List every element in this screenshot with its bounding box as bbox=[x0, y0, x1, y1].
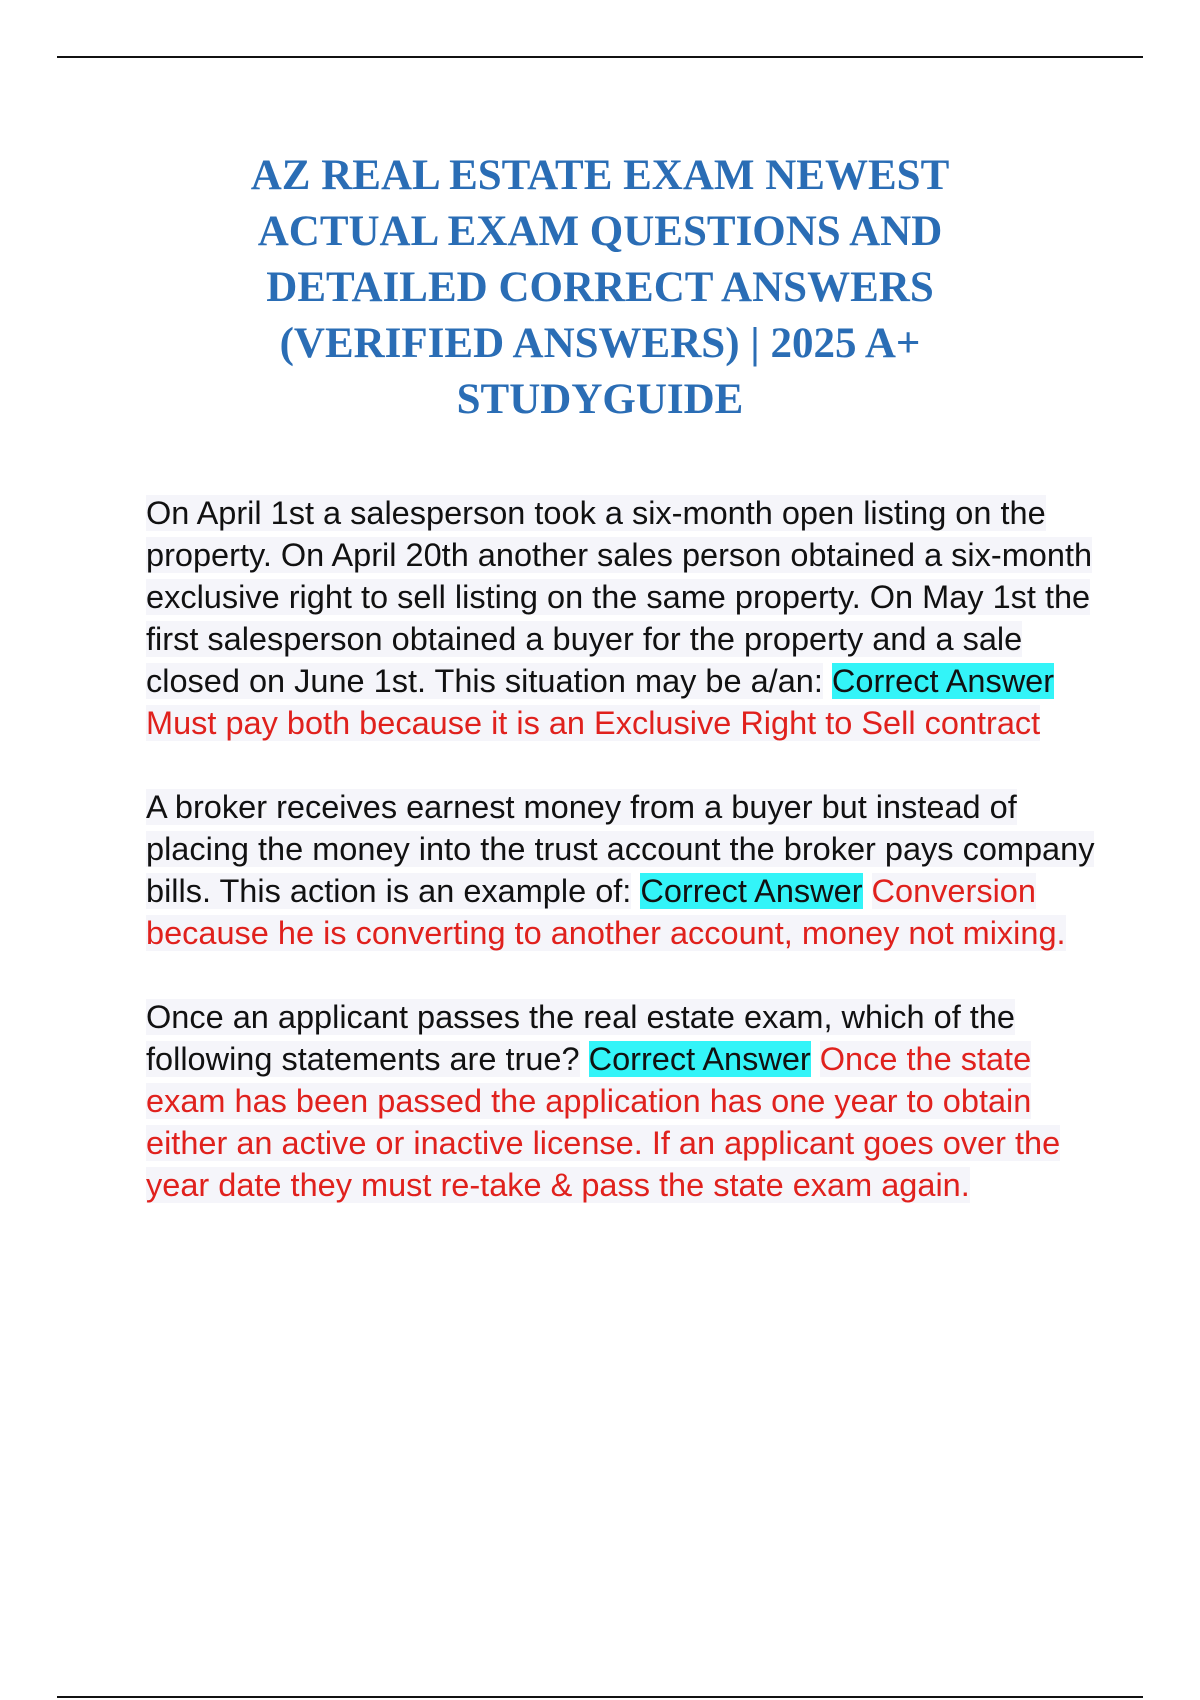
qa-item-2 bbox=[146, 786, 1096, 954]
document-title: AZ REAL ESTATE EXAM NEWEST ACTUAL EXAM QUESTIONS AND DETAILED CORRECT ANSWERS (VERIFIED ANSWERS) | 2025 A+ STUDYGUIDE bbox=[250, 152, 950, 423]
correct-answer-label-1: Correct Answer bbox=[831, 663, 1055, 699]
correct-answer-label-3: Correct Answer bbox=[588, 1041, 811, 1077]
answer-3: Once the state exam has been passed the application has one year to obtain either an active or inactive license. If an applicant goes over the year date they must re-take & pass the state exam again. bbox=[146, 1041, 1061, 1203]
qa-item-1 bbox=[146, 492, 1096, 744]
qa-list bbox=[146, 492, 1096, 1248]
question-3: Once an applicant passes the real estate exam, which of the following statements are true? bbox=[146, 999, 1015, 1077]
answer-1: Must pay both because it is an Exclusive Right to Sell contract bbox=[146, 705, 1041, 741]
top-divider bbox=[57, 56, 1143, 58]
question-1: On April 1st a salesperson took a six-month open listing on the property. On April 20th another sales person obtained a six-month exclusive right to sell listing on the same property. On May 1st the first salesperson obtained a buyer for the property and a sale closed on June 1st. This situation may be a/an: bbox=[146, 495, 1093, 699]
correct-answer-label-2: Correct Answer bbox=[640, 873, 863, 909]
qa-item-3 bbox=[146, 996, 1096, 1206]
answer-2: Conversion because he is converting to another account, money not mixing. bbox=[146, 873, 1066, 951]
question-2: A broker receives earnest money from a buyer but instead of placing the money into the trust account the broker pays company bills. This action is an example of: bbox=[146, 789, 1095, 909]
bottom-divider bbox=[57, 1696, 1143, 1698]
